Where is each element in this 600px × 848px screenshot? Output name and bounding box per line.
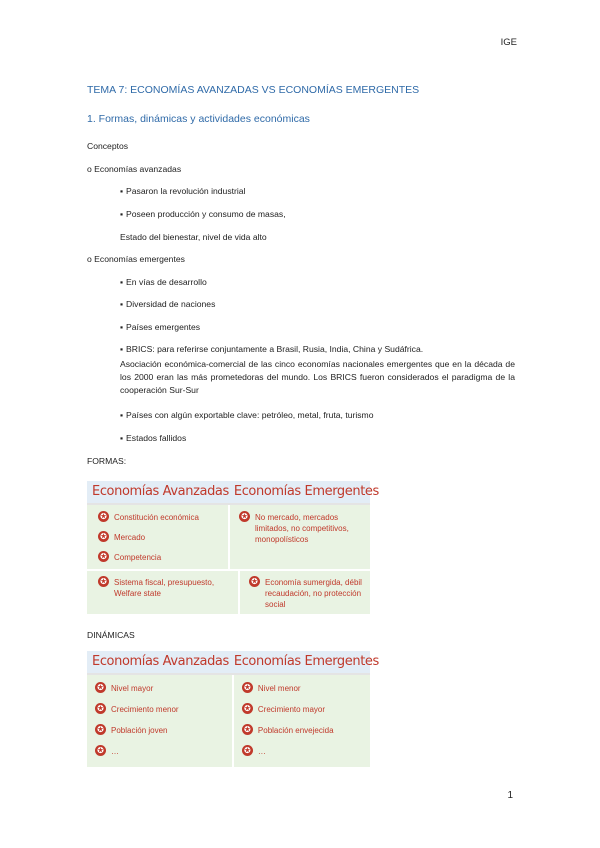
star-icon: ✪	[98, 576, 109, 587]
table-cell	[87, 505, 228, 569]
table-cell	[87, 571, 238, 614]
table-cell	[232, 675, 370, 767]
list-item: ▪ Países con algún exportable clave: petróleo, metal, fruta, turismo	[120, 410, 374, 420]
list-item: ▪ Pasaron la revolución industrial	[120, 186, 246, 196]
bullet-icon: ▪	[120, 186, 124, 196]
list-item: ✪ Sistema fiscal, presupuesto, Welfare state	[98, 577, 238, 599]
star-icon: ✪	[95, 682, 106, 693]
advanced-label: o Economías avanzadas	[87, 164, 182, 174]
document-title: TEMA 7: ECONOMÍAS AVANZADAS VS ECONOMÍAS EMERGENTES	[87, 84, 420, 96]
list-item: ✪ Crecimiento menor	[95, 704, 232, 715]
dinamicas-col2-header: Economías Emergentes	[233, 654, 379, 669]
list-item: ▪ Países emergentes	[120, 322, 201, 332]
bullet-icon: ▪	[120, 322, 124, 332]
list-item: ✪ Población envejecida	[242, 725, 370, 736]
list-item: ▪ Estados fallidos	[120, 433, 187, 443]
list-item: ✪ Nivel menor	[242, 683, 370, 694]
table-header-row	[87, 481, 379, 505]
table-row	[87, 675, 370, 767]
brics-paragraph: Asociación económica-comercial de las cinco economías nacionales emergentes que en la década de los 2000 eran las más prometedoras del mundo. Los BRICS fueron considerados el paradigma de la cooperación Sur-Sur	[120, 359, 515, 395]
list-item: ▪ Poseen producción y consumo de masas,	[120, 209, 286, 219]
formas-col2-header: Economías Emergentes	[233, 484, 379, 499]
list-item: ✪ Mercado	[98, 532, 228, 543]
list-item: ✪ …	[95, 746, 232, 757]
star-icon: ✪	[242, 682, 253, 693]
list-item: ✪ Economía sumergida, débil recaudación, no protección social	[249, 577, 380, 610]
star-icon: ✪	[242, 724, 253, 735]
bullet-icon: ▪	[120, 344, 124, 354]
bullet-icon: ▪	[120, 299, 124, 309]
star-icon: ✪	[95, 703, 106, 714]
table-row	[87, 505, 370, 569]
list-item: ✪ Crecimiento mayor	[242, 704, 370, 715]
dinamicas-col1-header: Economías Avanzadas	[92, 654, 229, 669]
formas-label: FORMAS:	[87, 456, 127, 466]
list-item: ▪ En vías de desarrollo	[120, 277, 207, 287]
advanced-extra: Estado del bienestar, nivel de vida alto	[120, 232, 267, 242]
table-cell	[228, 505, 370, 569]
table-cell	[238, 571, 380, 614]
bullet-icon: ▪	[120, 410, 124, 420]
bullet-icon: ▪	[120, 277, 124, 287]
table-header-row	[87, 651, 379, 675]
running-header: IGE	[500, 37, 517, 48]
concepts-heading: Conceptos	[87, 141, 129, 151]
formas-col1-header: Economías Avanzadas	[92, 484, 229, 499]
star-icon: ✪	[98, 531, 109, 542]
list-item: ✪ Competencia	[98, 552, 228, 563]
star-icon: ✪	[98, 551, 109, 562]
star-icon: ✪	[249, 576, 260, 587]
star-icon: ✪	[98, 511, 109, 522]
list-item: ✪ Nivel mayor	[95, 683, 232, 694]
list-item: ▪ BRICS: para referirse conjuntamente a Brasil, Rusia, India, China y Sudáfrica.	[120, 344, 424, 354]
section-heading: 1. Formas, dinámicas y actividades económicas	[87, 113, 310, 125]
bullet-icon: ▪	[120, 433, 124, 443]
table-row	[87, 569, 370, 614]
star-icon: ✪	[95, 745, 106, 756]
formas-table	[87, 481, 379, 614]
list-item: ▪ Diversidad de naciones	[120, 299, 216, 309]
dinamicas-label: DINÁMICAS	[87, 630, 135, 640]
emerging-label: o Economías emergentes	[87, 254, 185, 264]
list-item: ✪ Constitución económica	[98, 512, 228, 523]
list-item: ✪ No mercado, mercados limitados, no competitivos, monopolísticos	[239, 512, 370, 545]
star-icon: ✪	[242, 703, 253, 714]
list-item: ✪ Población joven	[95, 725, 232, 736]
star-icon: ✪	[242, 745, 253, 756]
page-number: 1	[507, 790, 513, 801]
list-item: ✪ …	[242, 746, 370, 757]
bullet-icon: ▪	[120, 209, 124, 219]
star-icon: ✪	[95, 724, 106, 735]
table-cell	[87, 675, 232, 767]
dinamicas-table	[87, 651, 379, 767]
star-icon: ✪	[239, 511, 250, 522]
